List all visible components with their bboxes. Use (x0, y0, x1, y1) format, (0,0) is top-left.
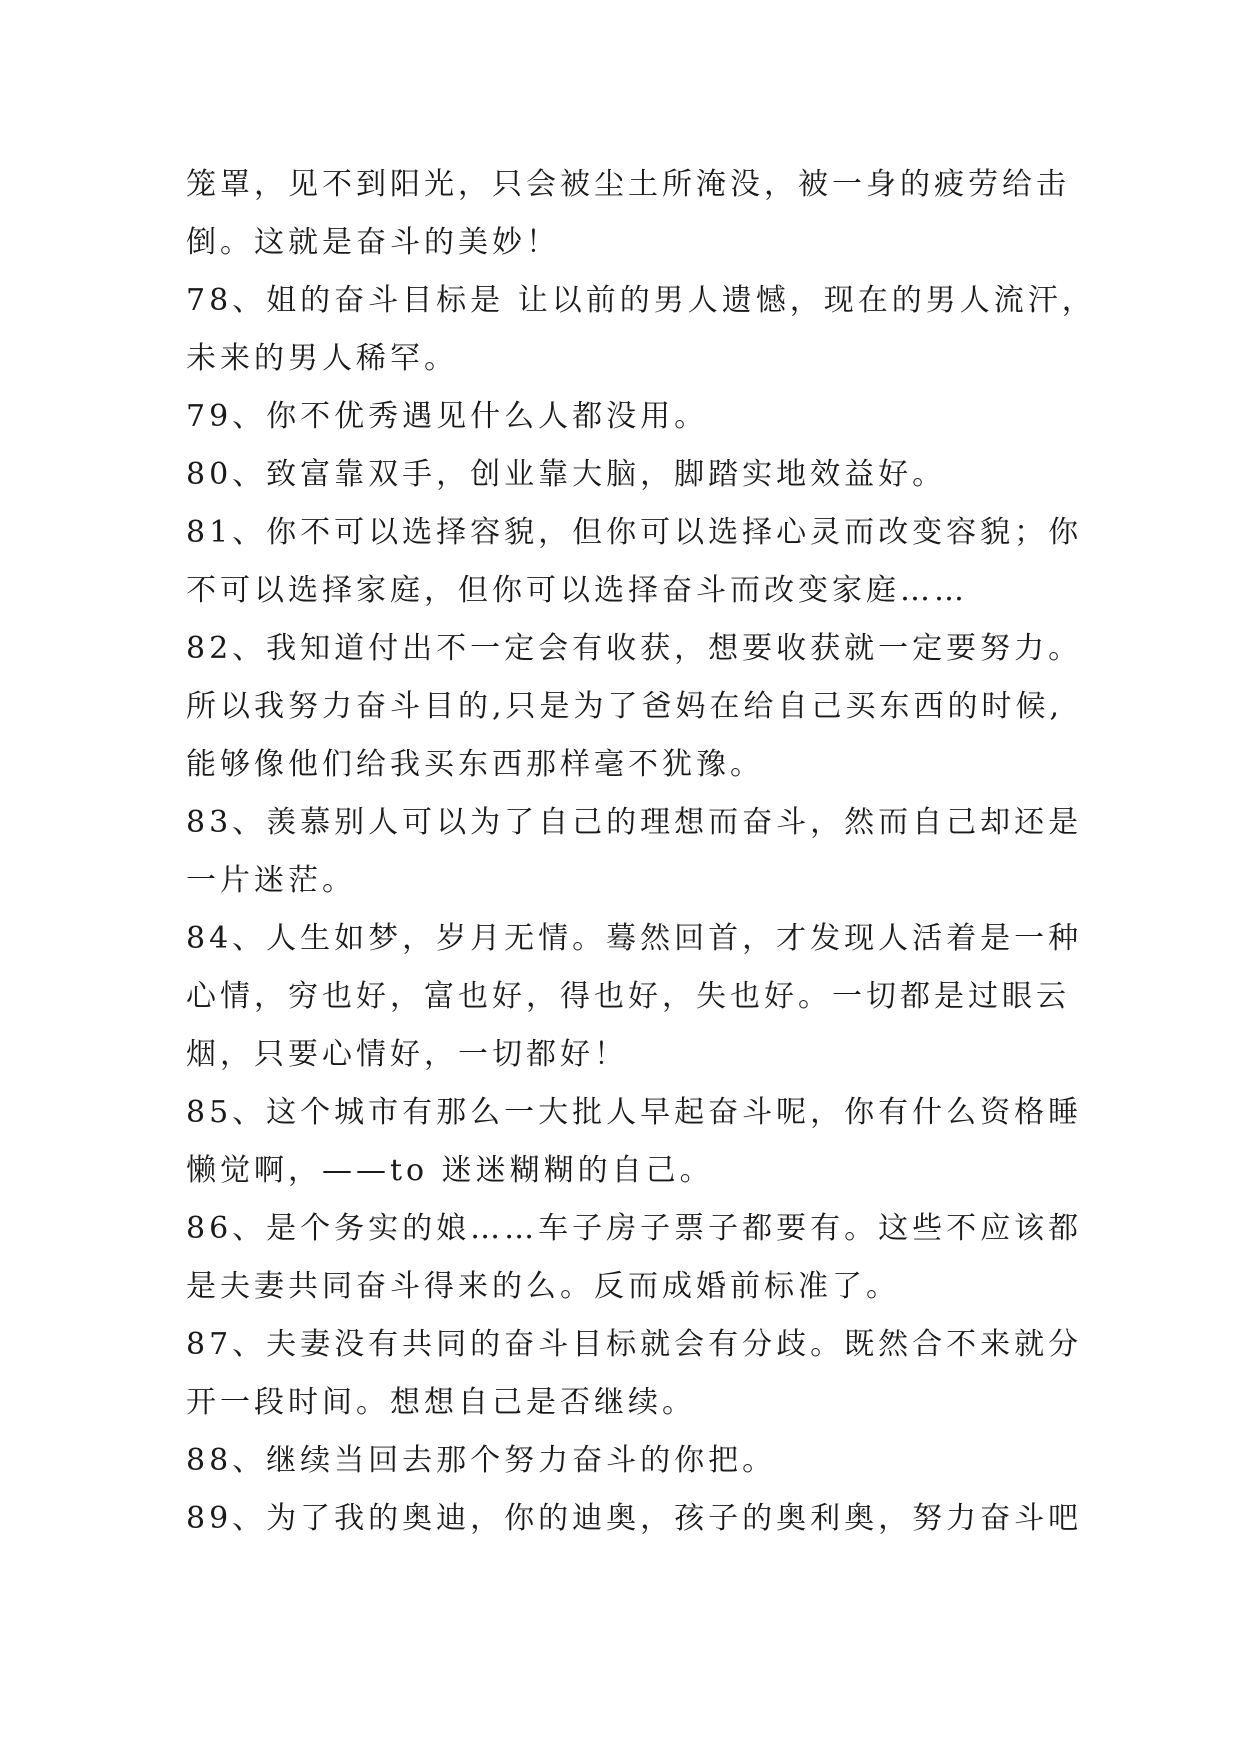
text-line: 89、为了我的奥迪，你的迪奥，孩子的奥利奥，努力奋斗吧 (186, 1501, 1083, 1536)
text-line: 82、我知道付出不一定会有收获，想要收获就一定要努力。 (186, 631, 1083, 666)
text-line: 心情，穷也好，富也好，得也好，失也好。一切都是过眼云 (186, 979, 1070, 1014)
text-line: 所以我努力奋斗目的,只是为了爸妈在给自己买东西的时候, (186, 689, 1064, 724)
text-line: 83、羡慕别人可以为了自己的理想而奋斗，然而自己却还是 (186, 805, 1083, 840)
text-line: 不可以选择家庭，但你可以选择奋斗而改变家庭…… (186, 573, 968, 608)
text-line: 80、致富靠双手，创业靠大脑，脚踏实地效益好。 (186, 457, 947, 492)
text-line: 开一段时间。想想自己是否继续。 (186, 1385, 696, 1420)
text-line: 能够像他们给我买东西那样毫不犹豫。 (186, 747, 764, 782)
text-line: 86、是个务实的娘……车子房子票子都要有。这些不应该都 (186, 1211, 1083, 1246)
text-line: 79、你不优秀遇见什么人都没用。 (186, 399, 709, 434)
text-line: 78、姐的奋斗目标是 让以前的男人遗憾，现在的男人流汗， (186, 283, 1096, 318)
text-line: 倒。这就是奋斗的美妙！ (186, 225, 560, 260)
text-line: 85、这个城市有那么一大批人早起奋斗呢，你有什么资格睡 (186, 1095, 1083, 1130)
document-body (186, 156, 1096, 1548)
text-line: 未来的男人稀罕。 (186, 341, 458, 376)
text-line: 懒觉啊，——to 迷迷糊糊的自己。 (186, 1153, 714, 1188)
text-line: 笼罩，见不到阳光，只会被尘土所淹没，被一身的疲劳给击 (186, 167, 1070, 202)
text-line: 是夫妻共同奋斗得来的么。反而成婚前标准了。 (186, 1269, 900, 1304)
text-line: 88、继续当回去那个努力奋斗的你把。 (186, 1443, 777, 1478)
text-line: 87、夫妻没有共同的奋斗目标就会有分歧。既然合不来就分 (186, 1327, 1083, 1362)
text-line: 一片迷茫。 (186, 863, 356, 898)
text-line: 81、你不可以选择容貌，但你可以选择心灵而改变容貌；你 (186, 515, 1083, 550)
text-line: 84、人生如梦，岁月无情。蓦然回首，才发现人活着是一种 (186, 921, 1083, 956)
text-line: 烟，只要心情好，一切都好！ (186, 1037, 628, 1072)
